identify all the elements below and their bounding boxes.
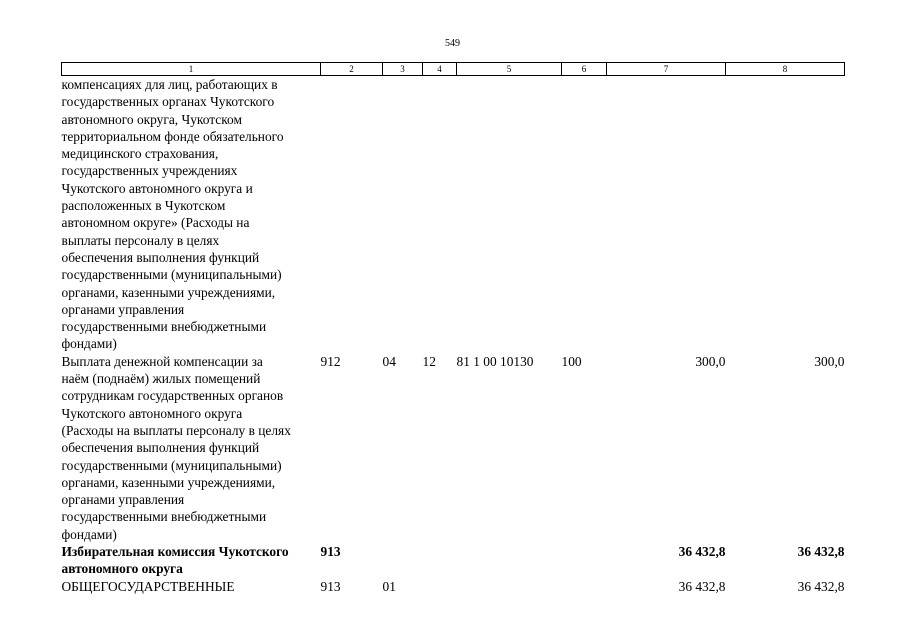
- column-number-8: 8: [726, 63, 845, 76]
- column-number-2: 2: [321, 63, 383, 76]
- row-expense-type-code: [562, 76, 607, 353]
- row-amount-col8: 36 432,8: [797, 578, 845, 594]
- budget-table: [61, 62, 845, 595]
- row-name: ОБЩЕГОСУДАРСТВЕННЫЕ: [61, 578, 235, 594]
- row-subsection-code: [423, 543, 457, 578]
- row-amount-col8: 300,0: [814, 353, 845, 369]
- row-expense-type-code: 100: [561, 353, 582, 369]
- row-subsection-code: [423, 76, 457, 353]
- row-amount-col7: [607, 76, 726, 353]
- row-grbs-code: 912: [320, 353, 341, 369]
- column-number-header-row: [62, 63, 845, 76]
- row-grbs-code: 913: [320, 578, 341, 594]
- row-target-article-code: [457, 543, 562, 578]
- row-target-article-code: [457, 578, 562, 595]
- column-number-4: 4: [423, 63, 457, 76]
- row-amount-col8: [726, 76, 845, 353]
- column-number-6: 6: [562, 63, 607, 76]
- row-expense-type-code: [562, 578, 607, 595]
- row-grbs-code: [321, 76, 383, 353]
- row-amount-col7: 300,0: [695, 353, 726, 369]
- row-section-code: 01: [382, 578, 396, 594]
- row-subsection-code: [423, 578, 457, 595]
- table-row: [62, 353, 845, 543]
- table-row: [62, 76, 845, 353]
- column-number-7: 7: [607, 63, 726, 76]
- row-section-code: [383, 543, 423, 578]
- row-target-article-code: 81 1 00 10130: [456, 353, 534, 369]
- row-target-article-code: [457, 76, 562, 353]
- row-grbs-code: 913: [320, 544, 341, 560]
- page-number: 549: [445, 38, 460, 49]
- row-name: компенсациях для лиц, работающих в государственных органах Чукотского автономного округа, Чукотском территориальном фонде обязательного медицинского страхования, государственных учреждениях Чукотского автономного округа и расположенных в Чукотском автономном округе» (Расходы на выплаты персоналу в целях обеспечения выполнения функций государственными (муниципальными) органами, казенными учреждениями, органами управления государственными внебюджетными фондами): [61, 77, 284, 352]
- row-section-code: 04: [382, 353, 396, 369]
- table-row: [62, 578, 845, 595]
- column-number-5: 5: [457, 63, 562, 76]
- row-name: Избирательная комиссия Чукотского автономного округа: [61, 544, 289, 577]
- row-amount-col7: 36 432,8: [678, 578, 726, 594]
- table-row: [62, 543, 845, 578]
- row-amount-col7: 36 432,8: [678, 544, 726, 560]
- row-name: Выплата денежной компенсации за наём (поднаём) жилых помещений сотрудникам государственных органов Чукотского автономного округа (Расходы на выплаты персоналу в целях обеспечения выполнения функций государственными (муниципальными) органами, казенными учреждениями, органами управления государственными внебюджетными фондами): [61, 353, 291, 542]
- column-number-3: 3: [383, 63, 423, 76]
- column-number-1: 1: [62, 63, 321, 76]
- row-expense-type-code: [562, 543, 607, 578]
- row-amount-col8: 36 432,8: [797, 544, 845, 560]
- row-subsection-code: 12: [422, 353, 436, 369]
- row-section-code: [383, 76, 423, 353]
